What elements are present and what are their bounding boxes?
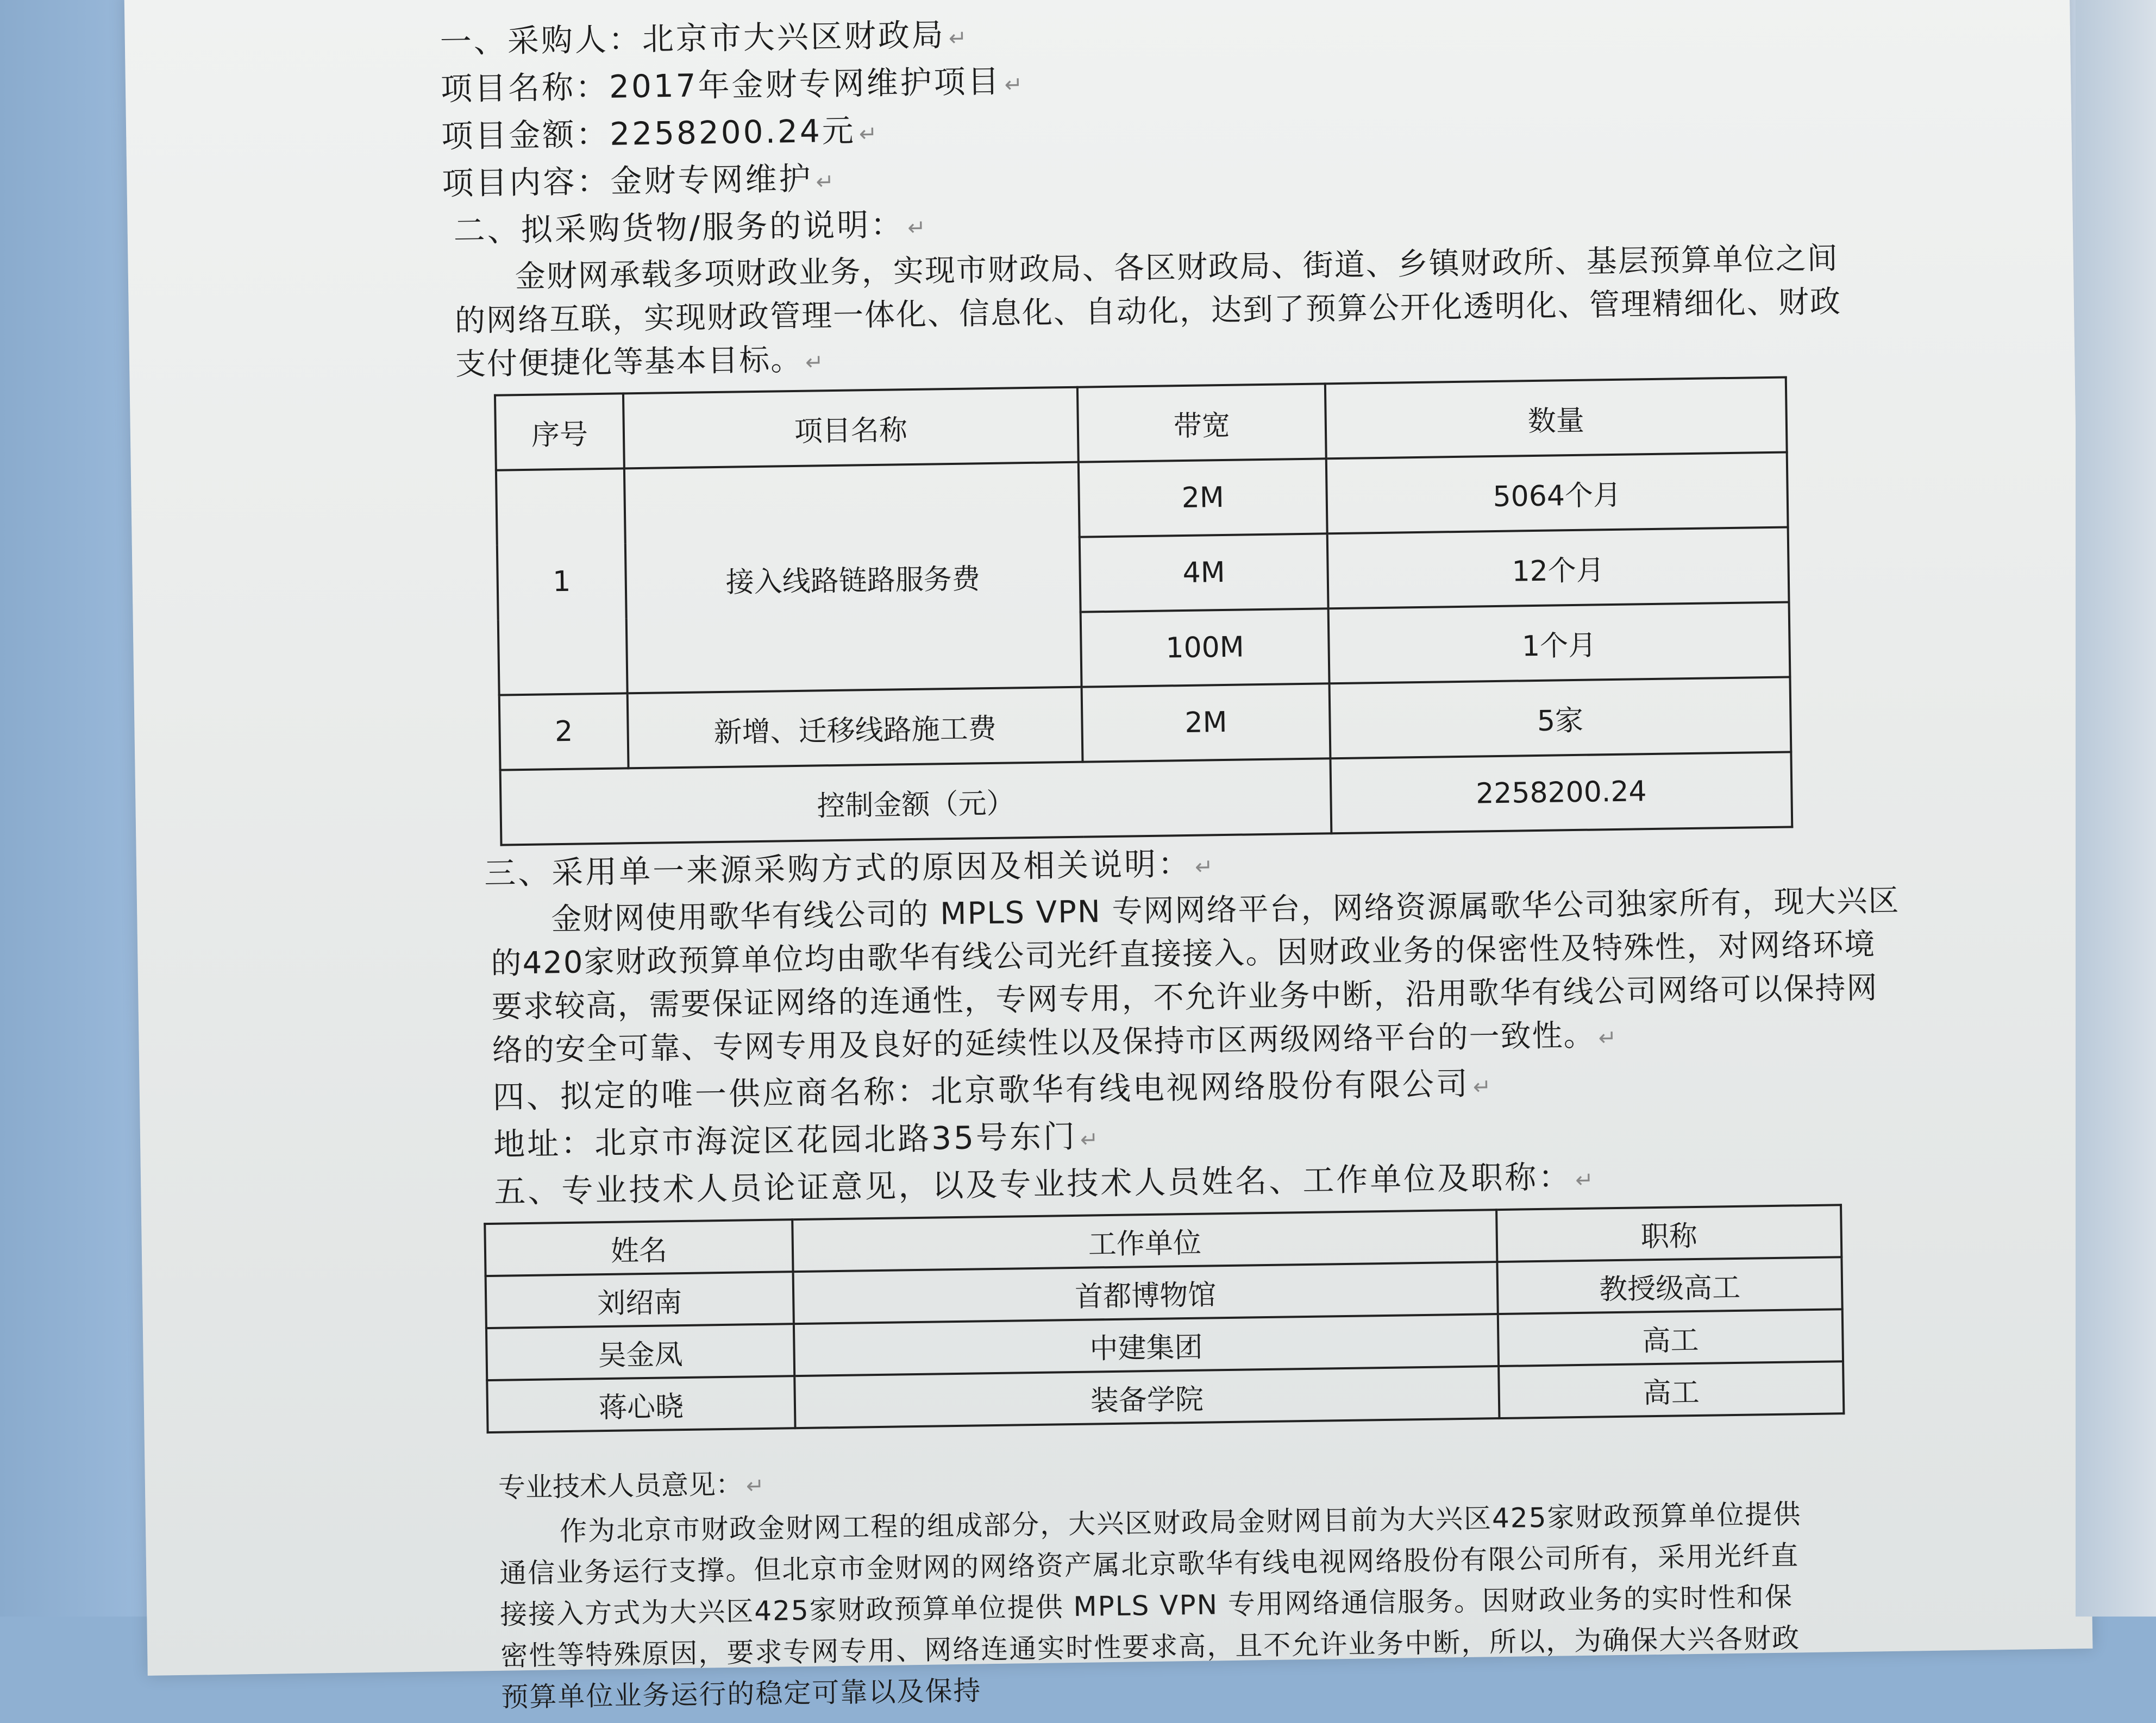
total-label: 控制金额（元） (500, 758, 1332, 845)
row-item-name: 新增、迁移线路施工费 (628, 687, 1083, 769)
window-edge (2076, 0, 2156, 1617)
expert-workplace: 装备学院 (794, 1366, 1499, 1428)
section2-heading-text: 二、拟采购货物/服务的说明： (453, 206, 905, 249)
section3-description-text: 金财网使用歌华有线公司的 MPLS VPN 专网网络平台，网络资源属歌华公司独家所有，现大兴区的420家财政预算单位均由歌华有线公司光纤直接接入。因财政业务的保密性及特殊性，对网络环境要求较高，需要保证网络的连通性，专网专用，不允许业务中断，沿用歌华有线公司网络可以保持网络的安全可靠、专网专用及良好的延续性以及保持市区两级网络平台的一致性。 (491, 883, 1900, 1068)
row-quantity: 5家 (1330, 677, 1791, 758)
total-value: 2258200.24 (1330, 752, 1792, 833)
row-bandwidth: 2M (1079, 458, 1327, 537)
opinion-heading: 专业技术人员意见： ↵ (498, 1468, 764, 1504)
row-index: 2 (499, 693, 629, 770)
header-index: 序号 (495, 393, 624, 470)
section5-heading: 五、专业技术人员论证意见，以及专业技术人员姓名、工作单位及职称： ↵ (493, 1158, 1596, 1210)
header-name: 姓名 (485, 1219, 793, 1276)
document-page (124, 0, 2093, 1713)
header-quantity: 数量 (1325, 378, 1787, 459)
opinion-heading-text: 专业技术人员意见： (498, 1468, 743, 1504)
opinion-text (499, 1493, 1806, 1718)
supplier-name-text: 四、拟定的唯一供应商名称：北京歌华有线电视网络股份有限公司 (492, 1065, 1470, 1116)
project-content-text: 项目内容：金财专网维护 (442, 160, 813, 203)
section3-heading: 三、采用单一来源采购方式的原因及相关说明： ↵ (484, 845, 1216, 892)
expert-workplace: 首都博物馆 (793, 1262, 1498, 1324)
header-item-name: 项目名称 (623, 387, 1079, 469)
row-quantity: 1个月 (1328, 602, 1790, 683)
section3-description: 金财网使用歌华有线公司的 MPLS VPN 专网网络平台，网络资源属歌华公司独家所有，现大兴区的420家财政预算单位均由歌华有线公司光纤直接接入。因财政业务的保密性及特殊性，对网络环境要求较高，需要保证网络的连通性，专网专用，不允许业务中断，沿用歌华有线公司网络可以保持网络的安全可靠、专网专用及良好的延续性以及保持市区两级网络平台的一致性。 ↵ (491, 883, 1900, 1068)
expert-opinion-block (498, 1444, 2039, 1718)
section2-description: 金财网承载多项财政业务，实现市财政局、各区财政局、街道、乡镇财政所、基层预算单位之间的网络互联，实现财政管理一体化、信息化、自动化，达到了预算公开化透明化、管理精细化、财政支付便捷化等基本目标。 ↵ (454, 241, 1842, 382)
project-amount-line: 项目金额：2258200.24元 ↵ (441, 112, 880, 155)
expert-name: 蒋心晓 (487, 1376, 795, 1432)
service-table (494, 376, 1793, 846)
row-quantity: 12个月 (1327, 527, 1789, 608)
opinion-body-text: 作为北京市财政金财网工程的组成部分，大兴区财政局金财网目前为大兴区425家财政预算单位提供通信业务运行支撑。但北京市金财网的网络资产属北京歌华有线电视网络股份有限公司所有，采用光纤直接接入方式为大兴区425家财政预算单位提供 MPLS VPN 专用网络通信服务。因财政业务的实时性和保密性等特殊原因，要求专网专用、网络连通实时性要求高，且不允许业务中断，所以，为确保大兴各财政预算单位业务运行的稳定可靠以及保持 (499, 1498, 1802, 1713)
header-workplace: 工作单位 (792, 1210, 1497, 1272)
header-title: 职称 (1496, 1205, 1841, 1262)
row-bandwidth: 2M (1082, 683, 1331, 762)
row-index: 1 (496, 468, 628, 695)
section2-heading: 二、拟采购货物/服务的说明： ↵ (453, 206, 929, 249)
expert-workplace: 中建集团 (794, 1314, 1499, 1376)
expert-title: 高工 (1499, 1361, 1844, 1418)
row-bandwidth: 4M (1080, 533, 1328, 612)
row-quantity: 5064个月 (1326, 452, 1788, 533)
project-content-line: 项目内容：金财专网维护 ↵ (442, 160, 837, 203)
expert-title: 高工 (1498, 1309, 1843, 1366)
project-name-line: 项目名称：2017年金财专网维护项目 ↵ (440, 62, 1025, 108)
project-name-text: 项目名称：2017年金财专网维护项目 (440, 62, 1002, 108)
section5-heading-text: 五、专业技术人员论证意见，以及专业技术人员姓名、工作单位及职称： (493, 1158, 1572, 1210)
supplier-address: 地址：北京市海淀区花园北路35号东门 ↵ (493, 1117, 1101, 1163)
document-content (440, 0, 2039, 1719)
expert-name: 吴金凤 (486, 1324, 794, 1380)
experts-table (484, 1204, 1845, 1433)
supplier-address-text: 地址：北京市海淀区花园北路35号东门 (493, 1117, 1077, 1163)
purchaser-line: 一、采购人：北京市大兴区财政局 ↵ (440, 16, 969, 61)
expert-title: 教授级高工 (1497, 1257, 1842, 1314)
project-amount-text: 项目金额：2258200.24元 (441, 112, 856, 155)
section2-description-text: 金财网承载多项财政业务，实现市财政局、各区财政局、街道、乡镇财政所、基层预算单位之间的网络互联，实现财政管理一体化、信息化、自动化，达到了预算公开化透明化、管理精细化、财政支付便捷化等基本目标。 (454, 241, 1842, 382)
section4-heading: 四、拟定的唯一供应商名称：北京歌华有线电视网络股份有限公司 ↵ (492, 1065, 1494, 1116)
header-bandwidth: 带宽 (1077, 383, 1326, 462)
row-bandwidth: 100M (1081, 608, 1330, 687)
row-item-name: 接入线路链路服务费 (624, 462, 1082, 694)
purchaser-text: 一、采购人：北京市大兴区财政局 (440, 16, 946, 61)
expert-name: 刘绍南 (486, 1272, 794, 1328)
section3-heading-text: 三、采用单一来源采购方式的原因及相关说明： (484, 845, 1192, 892)
